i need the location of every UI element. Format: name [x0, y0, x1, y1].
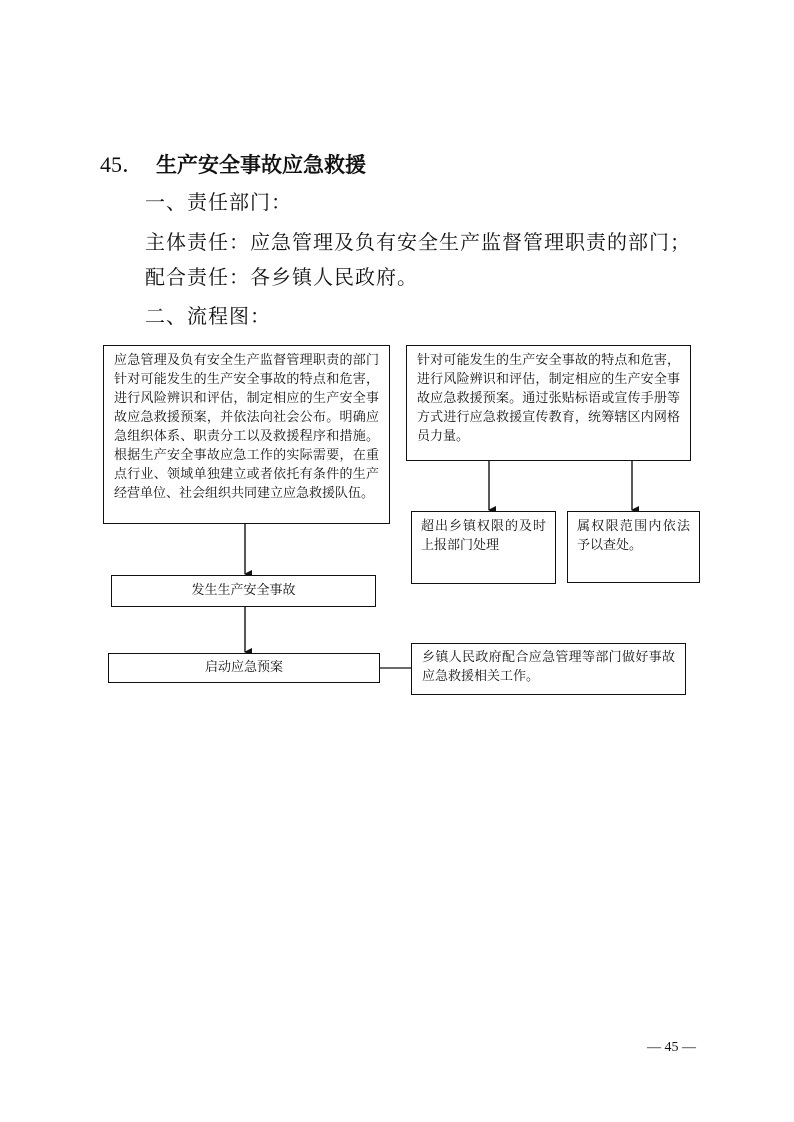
primary-responsibility: 主体责任：应急管理及负有安全生产监督管理职责的部门； — [145, 230, 691, 254]
section-title: 生产安全事故应急救援 — [156, 153, 367, 177]
flow-box-prepare: 应急管理及负有安全生产监督管理职责的部门针对可能发生的生产安全事故的特点和危害，进行风险辨识和评估，制定相应的生产安全事故应急救援预案，并依法向社会公布。明确应急组织体系、职责分工以及救援程序和措施。根据生产安全事故应急工作的实际需要，在重点行业、领域单独建立或者依托有条件的生产经营单位、社会组织共同建立应急救援队伍。 — [103, 345, 390, 524]
responsibility-header: 一、责任部门： — [145, 190, 292, 214]
cooperating-responsibility: 配合责任：各乡镇人民政府。 — [145, 265, 418, 289]
page-number: — 45 — — [647, 1040, 696, 1055]
flow-box-township-prep: 针对可能发生的生产安全事故的特点和危害，进行风险辨识和评估，制定相应的生产安全事故应急救援预案。通过张贴标语或宣传手册等方式进行应急救援宣传教育，统筹辖区内网格员力量。 — [406, 345, 691, 461]
flowchart-header: 二、流程图： — [145, 304, 271, 328]
flow-box-activate-plan: 启动应急预案 — [108, 653, 380, 683]
section-number: 45． — [100, 152, 145, 177]
flow-box-beyond-authority: 超出乡镇权限的及时上报部门处理 — [411, 511, 556, 584]
flow-box-within-authority: 属权限范围内依法予以查处。 — [567, 511, 700, 583]
flow-box-cooperate: 乡镇人民政府配合应急管理等部门做好事故应急救援相关工作。 — [411, 643, 686, 695]
flow-box-accident: 发生生产安全事故 — [111, 575, 376, 607]
